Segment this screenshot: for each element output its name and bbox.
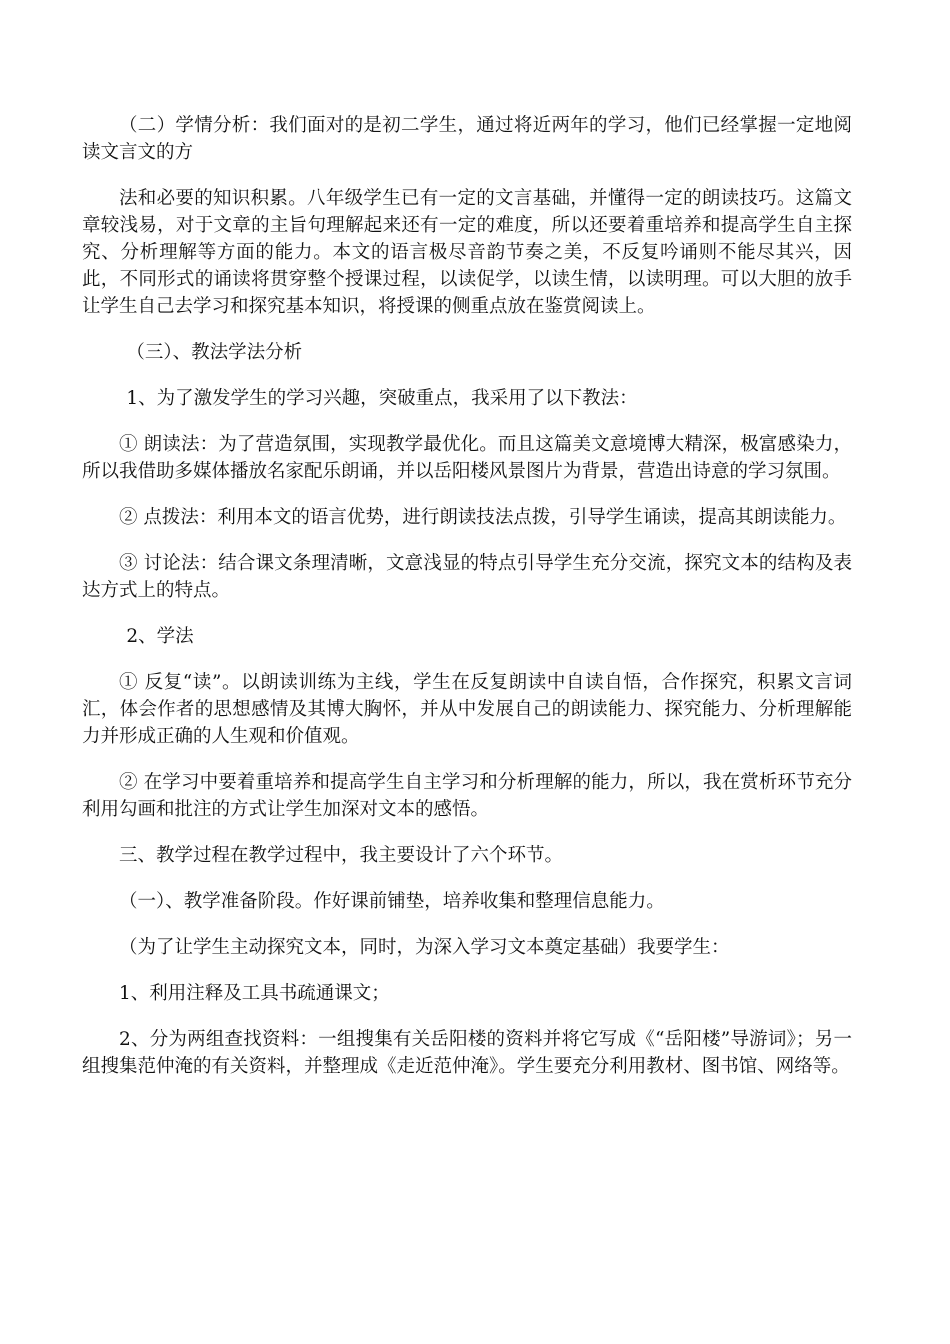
paragraph-learner-analysis: （二）学情分析：我们面对的是初二学生，通过将近两年的学习，他们已经掌握一定地阅读文言文的方: [82, 115, 852, 163]
paragraph-teaching-methods-intro: 1、为了激发学生的学习兴趣，突破重点，我采用了以下教法：: [126, 388, 638, 409]
paragraph-task-annotations: 1、利用注释及工具书疏通课文；: [119, 983, 390, 1004]
paragraph-reading-method: ① 朗读法：为了营造氛围，实现教学最优化。而且这篇美文意境博大精深，极富感染力，所以我借助多媒体播放名家配乐朗诵，并以岳阳楼风景图片为背景，营造出诗意的学习氛围。: [82, 434, 852, 482]
heading-learning-methods: 2、学法: [126, 626, 194, 647]
document-page: [82, 112, 852, 1099]
paragraph-guidance-method: ② 点拨法：利用本文的语言优势，进行朗读技法点拨，引导学生诵读，提高其朗读能力。: [119, 507, 847, 528]
paragraph-preparation-purpose: （为了让学生主动探究文本，同时，为深入学习文本奠定基础）我要学生：: [119, 937, 730, 958]
heading-teaching-process: 三、教学过程在教学过程中，我主要设计了六个环节。: [119, 845, 564, 866]
paragraph-learner-analysis-continued: 法和必要的知识积累。八年级学生已有一定的文言基础，并懂得一定的朗读技巧。这篇文章较浅易，对于文章的主旨句理解起来还有一定的难度，所以还要着重培养和提高学生自主探究、分析理解等方面的能力。本文的语言极尽音韵节奏之美，不反复吟诵则不能尽其兴，因此，不同形式的诵读将贯穿整个授课过程，以读促学，以读生情，以读明理。可以大胆的放手让学生自己去学习和探究基本知识，将授课的侧重点放在鉴赏阅读上。: [82, 188, 852, 317]
paragraph-preparation-stage: （一）、教学准备阶段。作好课前铺垫，培养收集和整理信息能力。: [119, 891, 665, 912]
paragraph-repeated-reading: ① 反复“读”。以朗读训练为主线，学生在反复朗读中自读自悟，合作探究，积累文言词汇，体会作者的思想感情及其博大胸怀，并从中发展自己的朗读能力、探究能力、分析理解能力并形成正确的人生观和价值观。: [82, 672, 852, 747]
paragraph-discussion-method: ③ 讨论法：结合课文条理清晰，文意浅显的特点引导学生充分交流，探究文本的结构及表达方式上的特点。: [82, 553, 852, 601]
paragraph-task-research: 2、分为两组查找资料：一组搜集有关岳阳楼的资料并将它写成《“岳阳楼”导游词》；另一组搜集范仲淹的有关资料，并整理成《走近范仲淹》。学生要充分利用教材、图书馆、网络等。: [82, 1029, 852, 1077]
paragraph-annotation: ② 在学习中要着重培养和提高学生自主学习和分析理解的能力，所以，我在赏析环节充分利用勾画和批注的方式让学生加深对文本的感悟。: [82, 772, 852, 820]
heading-teaching-methods: （三）、教法学法分析: [126, 342, 303, 363]
